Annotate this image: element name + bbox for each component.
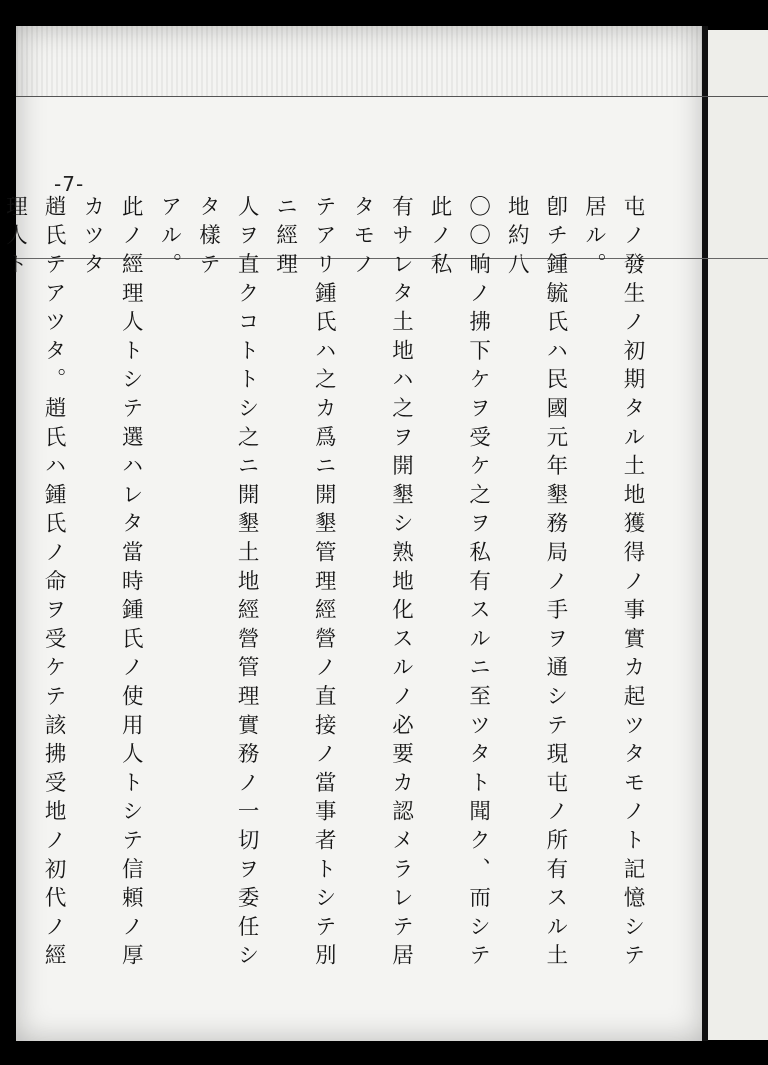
text-column: 屯ノ發生ノ初期タル土地獲得ノ事實カ起ツタモノト記憶シテ居ル。 bbox=[581, 195, 645, 973]
vertical-text-block bbox=[2, 195, 651, 985]
scan-line-top bbox=[16, 96, 768, 97]
page-number: -7- bbox=[54, 172, 85, 196]
text-column: テアリ鍾氏ハ之カ爲ニ開墾管理經營ノ直接ノ當事者トシテ別ニ經理 bbox=[272, 195, 337, 973]
facing-page-edge bbox=[708, 30, 768, 1040]
text-column: 此ノ經理人トシテ選ハレタ當時鍾氏ノ使用人トシテ信頼ノ厚カツタ bbox=[79, 195, 144, 973]
text-column: 〇〇晌ノ拂下ケヲ受ケ之ヲ私有スルニ至ツタト聞ク、而シテ此ノ私 bbox=[427, 195, 491, 973]
text-column: 趙氏テアツタ。趙氏ハ鍾氏ノ命ヲ受ケテ該拂受地ノ初代ノ經理人ト bbox=[2, 195, 67, 973]
page-scan-speckle bbox=[16, 26, 704, 96]
text-column: 人ヲ直クコトトシ之ニ開墾土地經營管理實務ノ一切ヲ委任シタ樣テ bbox=[195, 195, 260, 973]
text-column: 有サレタ土地ハ之ヲ開墾シ熟地化スルノ必要カ認メラレテ居タモノ bbox=[349, 195, 414, 973]
text-column: 卽チ鍾毓氏ハ民國元年墾務局ノ手ヲ通シテ現屯ノ所有スル土地約八 bbox=[504, 195, 568, 973]
text-column: アル。 bbox=[156, 195, 182, 282]
